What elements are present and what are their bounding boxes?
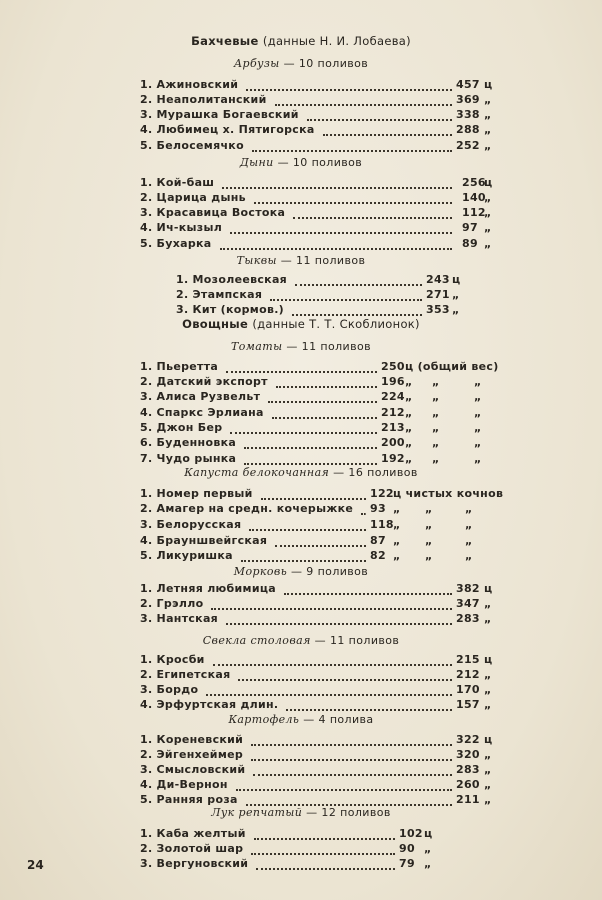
yield-value: 347	[456, 597, 480, 610]
yield-unit: ц	[484, 733, 493, 746]
variety-name: 3. Смысловский	[140, 763, 246, 776]
section-crop-name: Картофель	[228, 713, 300, 726]
vegetables-heading-title: Овощные	[182, 317, 249, 331]
section-crop-name: Томаты	[231, 340, 283, 353]
variety-row	[140, 856, 560, 872]
yield-value: 212	[381, 406, 405, 419]
section-irrigation-note: — 11 поливов	[286, 340, 371, 353]
yield-unit: „	[484, 139, 492, 152]
yield-unit: „	[484, 698, 492, 711]
leader-dots	[252, 134, 452, 152]
variety-name: 4. Ич-кызыл	[140, 221, 223, 234]
ditto-mark: „	[465, 534, 473, 547]
page-number: 24	[27, 858, 44, 872]
yield-unit: „	[484, 108, 492, 121]
section-heading	[0, 254, 602, 267]
yield-value: 192	[381, 452, 405, 465]
yield-unit: ц чистых кочнов	[393, 487, 504, 500]
ditto-mark: „	[432, 452, 440, 465]
melons-heading-title: Бахчевые	[191, 34, 259, 48]
yield-value: 170	[456, 683, 480, 696]
yield-unit: „	[484, 612, 492, 625]
yield-unit: „	[393, 502, 401, 515]
yield-value: 250	[381, 360, 405, 373]
leader-dots	[226, 607, 452, 625]
variety-name: 2. Египетская	[140, 668, 231, 681]
section-crop-name: Дыни	[239, 156, 274, 169]
leader-dots	[286, 693, 452, 711]
yield-value: 93	[370, 502, 386, 515]
variety-name: 4. Спаркс Эрлиана	[140, 406, 264, 419]
yield-value: 252	[456, 139, 480, 152]
leader-dots	[246, 788, 452, 806]
section-irrigation-note: — 4 полива	[303, 713, 374, 726]
section-heading	[0, 713, 602, 726]
variety-name: 4. Брауншвейгская	[140, 534, 268, 547]
yield-value: 87	[370, 534, 386, 547]
section-crop-name: Капуста белокочанная	[184, 466, 330, 479]
ditto-mark: „	[425, 549, 433, 562]
leader-dots	[220, 232, 452, 250]
yield-value: 196	[381, 375, 405, 388]
variety-name: 3. Красавица Востока	[140, 206, 286, 219]
variety-name: 2. Эйгенхеймер	[140, 748, 244, 761]
yield-value: 79	[399, 857, 415, 870]
yield-unit: „	[484, 123, 492, 136]
variety-row	[140, 548, 560, 564]
yield-unit: „	[484, 206, 492, 219]
yield-unit: „	[405, 390, 413, 403]
section-irrigation-note: — 9 поливов	[291, 565, 369, 578]
melons-heading	[0, 34, 602, 48]
variety-row	[140, 486, 560, 502]
yield-value: 260	[456, 778, 480, 791]
variety-name: 3. Алиса Рузвельт	[140, 390, 261, 403]
ditto-mark: „	[432, 406, 440, 419]
yield-value: 102	[399, 827, 423, 840]
ditto-mark: „	[425, 502, 433, 515]
variety-name: 3. Бордо	[140, 683, 199, 696]
variety-name: 5. Джон Бер	[140, 421, 223, 434]
yield-unit: „	[484, 668, 492, 681]
yield-unit: ц	[484, 78, 493, 91]
leader-dots	[244, 447, 377, 465]
yield-value: 140	[462, 191, 486, 204]
variety-row	[140, 611, 560, 627]
leader-dots	[292, 298, 422, 316]
variety-name: 3. Вергуновский	[140, 857, 249, 870]
variety-name: 5. Бухарка	[140, 237, 212, 250]
yield-value: 320	[456, 748, 480, 761]
vegetables-heading-source: (данные Т. Т. Скоблионок)	[252, 317, 420, 331]
variety-name: 7. Чудо рынка	[140, 452, 237, 465]
yield-value: 215	[456, 653, 480, 666]
variety-name: 1. Ажиновский	[140, 78, 239, 91]
yield-value: 243	[426, 273, 450, 286]
section-heading	[0, 156, 602, 169]
ditto-mark: „	[474, 436, 482, 449]
yield-unit: „	[484, 748, 492, 761]
variety-name: 6. Буденновка	[140, 436, 237, 449]
section-crop-name: Свекла столовая	[202, 634, 311, 647]
variety-row	[176, 302, 560, 318]
leader-dots	[241, 544, 366, 562]
yield-value: 213	[381, 421, 405, 434]
section-irrigation-note: — 11 поливов	[314, 634, 400, 647]
yield-value: 82	[370, 549, 386, 562]
variety-name: 2. Царица дынь	[140, 191, 246, 204]
yield-value: 353	[426, 303, 450, 316]
ditto-mark: „	[474, 390, 482, 403]
ditto-mark: „	[465, 518, 473, 531]
yield-unit: „	[484, 191, 492, 204]
melons-heading-source: (данные Н. И. Лобаева)	[262, 34, 411, 48]
variety-name: 5. Ликуришка	[140, 549, 233, 562]
variety-name: 3. Кит (кормов.)	[176, 303, 285, 316]
section-heading	[0, 340, 602, 353]
section-crop-name: Лук репчатый	[211, 806, 303, 819]
variety-name: 1. Мозолеевская	[176, 273, 288, 286]
yield-unit: „	[452, 303, 460, 316]
variety-name: 2. Датский экспорт	[140, 375, 268, 388]
yield-unit: „	[484, 237, 492, 250]
yield-unit: „	[393, 518, 401, 531]
section-irrigation-note: — 10 поливов	[277, 156, 363, 169]
variety-row	[140, 236, 560, 252]
ditto-mark: „	[425, 518, 433, 531]
yield-value: 212	[456, 668, 480, 681]
yield-value: 283	[456, 612, 480, 625]
ditto-mark: „	[474, 375, 482, 388]
ditto-mark: „	[474, 406, 482, 419]
yield-unit: „	[484, 683, 492, 696]
yield-unit: „	[405, 436, 413, 449]
vegetables-heading	[0, 317, 602, 331]
variety-name: 3. Мурашка Богаевский	[140, 108, 299, 121]
yield-value: 256	[462, 176, 486, 189]
yield-value: 322	[456, 733, 480, 746]
yield-unit: „	[424, 857, 432, 870]
variety-name: 1. Пьеретта	[140, 360, 219, 373]
yield-value: 271	[426, 288, 450, 301]
yield-value: 211	[456, 793, 480, 806]
variety-name: 3. Белорусская	[140, 518, 242, 531]
leader-dots	[261, 482, 366, 500]
yield-unit: ц	[484, 653, 493, 666]
yield-value: 457	[456, 78, 480, 91]
yield-unit: „	[393, 534, 401, 547]
section-heading	[0, 634, 602, 647]
ditto-mark: „	[432, 436, 440, 449]
yield-unit: „	[484, 221, 492, 234]
section-crop-name: Арбузы	[233, 57, 280, 70]
section-heading	[0, 466, 602, 479]
yield-value: 122	[370, 487, 394, 500]
variety-name: 2. Амагер на средн. кочерыжке	[140, 502, 354, 515]
variety-name: 1. Кой-баш	[140, 176, 215, 189]
yield-value: 112	[462, 206, 486, 219]
yield-value: 97	[462, 221, 478, 234]
yield-value: 382	[456, 582, 480, 595]
yield-unit: „	[452, 288, 460, 301]
yield-unit: „	[484, 778, 492, 791]
yield-value: 157	[456, 698, 480, 711]
yield-unit: „	[484, 763, 492, 776]
variety-name: 1. Номер первый	[140, 487, 253, 500]
yield-value: 200	[381, 436, 405, 449]
section-irrigation-note: — 16 поливов	[333, 466, 418, 479]
variety-name: 4. Любимец х. Пятигорска	[140, 123, 315, 136]
section-crop-name: Тыквы	[236, 254, 277, 267]
ditto-mark: „	[465, 502, 473, 515]
variety-name: 1. Летняя любимица	[140, 582, 277, 595]
yield-value: 90	[399, 842, 415, 855]
yield-unit: ц	[424, 827, 433, 840]
yield-value: 224	[381, 390, 405, 403]
variety-name: 4. Ди-Вернон	[140, 778, 228, 791]
yield-unit: „	[393, 549, 401, 562]
ditto-mark: „	[474, 452, 482, 465]
section-heading	[0, 57, 602, 70]
yield-unit: „	[405, 375, 413, 388]
yield-value: 369	[456, 93, 480, 106]
yield-unit: „	[484, 597, 492, 610]
yield-unit: „	[484, 93, 492, 106]
yield-unit: ц	[484, 176, 493, 189]
variety-name: 2. Грэлло	[140, 597, 204, 610]
yield-value: 118	[370, 518, 394, 531]
yield-value: 288	[456, 123, 480, 136]
yield-value: 338	[456, 108, 480, 121]
yield-unit: „	[405, 421, 413, 434]
ditto-mark: „	[465, 549, 473, 562]
section-irrigation-note: — 11 поливов	[280, 254, 366, 267]
yield-unit: „	[405, 452, 413, 465]
section-irrigation-note: — 10 поливов	[283, 57, 369, 70]
variety-name: 3. Нантская	[140, 612, 219, 625]
variety-name: 1. Каба желтый	[140, 827, 246, 840]
ditto-mark: „	[474, 421, 482, 434]
yield-unit: „	[484, 793, 492, 806]
variety-name: 5. Белосемячко	[140, 139, 244, 152]
yield-unit: ц	[452, 273, 461, 286]
variety-name: 2. Золотой шар	[140, 842, 244, 855]
variety-name: 5. Ранняя роза	[140, 793, 238, 806]
yield-value: 283	[456, 763, 480, 776]
yield-value: 89	[462, 237, 478, 250]
yield-unit: „	[405, 406, 413, 419]
variety-row	[140, 138, 560, 154]
variety-row	[140, 697, 560, 713]
yield-unit: ц (общий вес)	[405, 360, 499, 373]
variety-name: 2. Этампская	[176, 288, 263, 301]
variety-name: 2. Неаполитанский	[140, 93, 267, 106]
section-heading	[0, 806, 602, 819]
section-irrigation-note: — 12 поливов	[306, 806, 391, 819]
section-crop-name: Морковь	[233, 565, 288, 578]
ditto-mark: „	[432, 390, 440, 403]
variety-row	[140, 451, 560, 467]
leader-dots	[256, 852, 395, 870]
yield-unit: ц	[484, 582, 493, 595]
variety-name: 1. Кросби	[140, 653, 205, 666]
ditto-mark: „	[432, 375, 440, 388]
variety-name: 4. Эрфуртская длин.	[140, 698, 279, 711]
variety-name: 1. Кореневский	[140, 733, 244, 746]
ditto-mark: „	[425, 534, 433, 547]
ditto-mark: „	[432, 421, 440, 434]
yield-unit: „	[424, 842, 432, 855]
